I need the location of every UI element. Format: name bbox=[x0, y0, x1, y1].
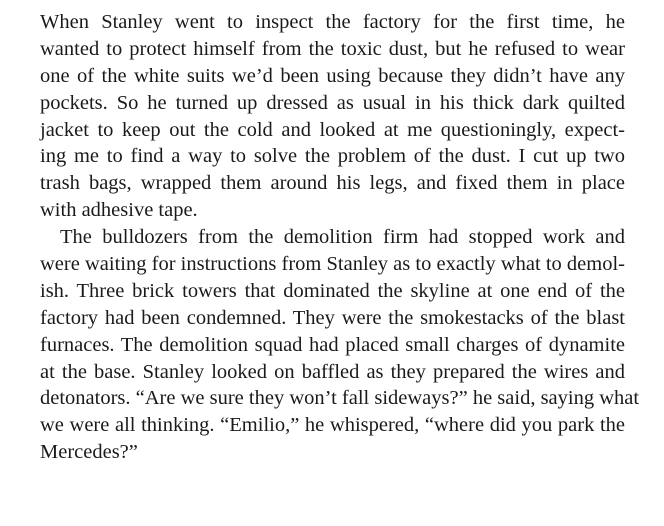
text-line: ish. Three brick towers that dominated the skyline at one end of the bbox=[40, 279, 625, 302]
text-line: one of the white suits we’d been using because they didn’t have any bbox=[40, 64, 625, 87]
text-line: jacket to keep out the cold and looked at me questioningly, expect- bbox=[40, 118, 625, 141]
text-line: factory had been condemned. They were the smokestacks of the blast bbox=[40, 306, 625, 329]
text-line: pockets. So he turned up dressed as usual in his thick dark quilted bbox=[40, 91, 625, 114]
text-line: wanted to protect himself from the toxic dust, but he refused to wear bbox=[40, 37, 625, 60]
text-line: The bulldozers from the demolition firm had stopped work and bbox=[60, 226, 625, 249]
text-line: When Stanley went to inspect the factory for the first time, he bbox=[40, 11, 625, 33]
paragraph-1 bbox=[40, 9, 625, 224]
text-line: were waiting for instructions from Stanley as to exactly what to demol- bbox=[40, 253, 625, 276]
text-line: trash bags, wrapped them around his legs, and fixed them in place bbox=[40, 172, 625, 195]
text-line: Mercedes?” bbox=[40, 441, 138, 464]
text-line: detonators. “Are we sure they won’t fall sideways?” he said, saying what bbox=[40, 387, 640, 410]
text-line: furnaces. The demolition squad had placed small charges of dynamite bbox=[40, 333, 625, 356]
text-line: we were all thinking. “Emilio,” he whispered, “where did you park the bbox=[40, 414, 625, 437]
book-page-text bbox=[40, 9, 640, 466]
paragraph-2 bbox=[40, 224, 640, 466]
text-line: ing me to find a way to solve the problem of the dust. I cut up two bbox=[40, 145, 625, 168]
text-line: at the base. Stanley looked on baffled as they prepared the wires and bbox=[40, 360, 625, 383]
text-line: with adhesive tape. bbox=[40, 199, 198, 222]
